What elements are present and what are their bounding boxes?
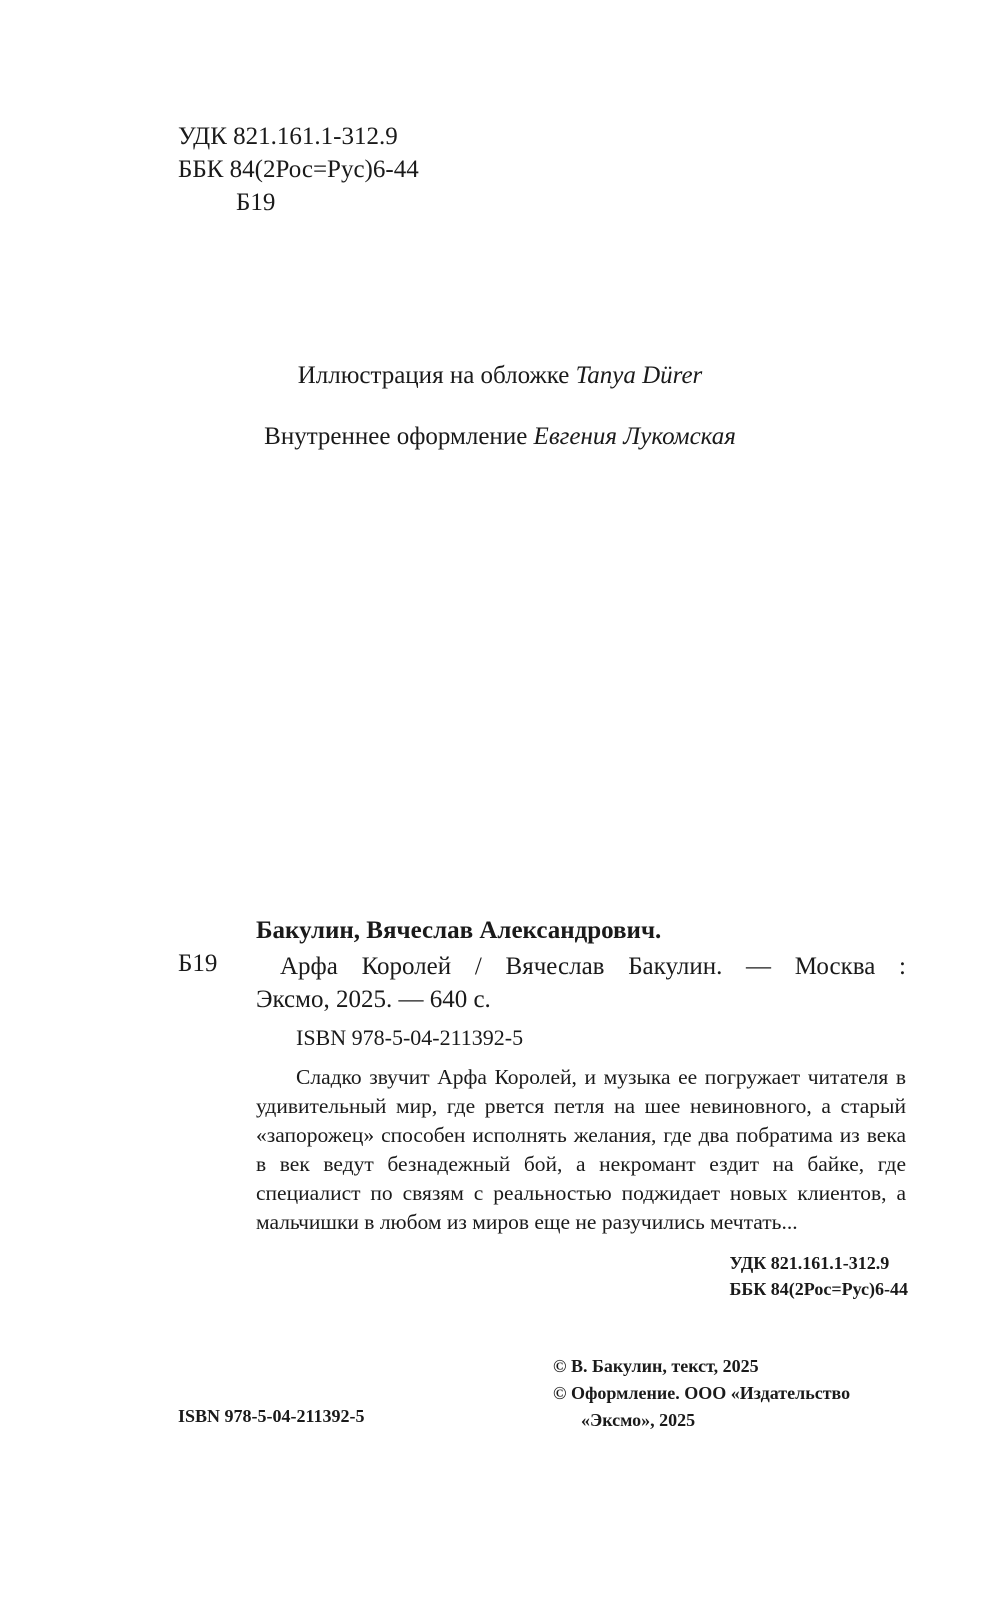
catalog-bbk: ББК 84(2Рос=Рус)6-44 — [729, 1279, 908, 1299]
catalog-udk: УДК 821.161.1-312.9 — [729, 1253, 890, 1273]
catalog-author-sign: Б19 — [178, 950, 218, 977]
annotation — [256, 1063, 906, 1237]
bbk-code: ББК 84(2Рос=Рус)6-44 — [178, 156, 419, 183]
cover-credit — [0, 362, 1000, 390]
classification-block — [178, 120, 419, 219]
catalog-isbn: ISBN 978-5-04-211392-5 — [296, 1025, 524, 1050]
footer-isbn: ISBN 978-5-04-211392-5 — [178, 1406, 365, 1426]
bibliographic-description — [256, 950, 906, 1016]
copyright-design-cont: «Эксмо», 2025 — [581, 1410, 696, 1430]
author-sign: Б19 — [236, 189, 276, 216]
cover-credit-label: Иллюстрация на обложке — [297, 362, 570, 389]
udk-code: УДК 821.161.1-312.9 — [178, 123, 398, 150]
copyright-design: © Оформление. ООО «Издательство — [553, 1383, 851, 1403]
publisher-line: Эксмо, 2025. — 640 с. — [256, 986, 491, 1013]
design-credit-name: Евгения Лукомская — [533, 423, 736, 450]
copyright-block — [553, 1353, 913, 1434]
catalog-author: Бакулин, Вячеслав Александрович. — [256, 917, 662, 944]
copyright-text: © В. Бакулин, текст, 2025 — [553, 1356, 759, 1376]
catalog-codes — [729, 1250, 908, 1302]
design-credit-label: Внутреннее оформление — [264, 423, 528, 450]
cover-credit-name: Tanya Dürer — [575, 362, 703, 389]
annotation-text: Сладко звучит Арфа Королей, и музыка ее погружает читателя в удивительный мир, где рвется петля на шее невиновного, а старый «запорожец» способен исполнять желания, где два побратима из века в век ведут безнадежный бой, а некромант ездит на байке, где специалист по связям с реальностью поджидает новых клиентов, а мальчишки в любом из миров еще не разучились мечтать... — [256, 1065, 906, 1234]
design-credit — [0, 423, 1000, 451]
title-line: Арфа Королей / Вячеслав Бакулин. — Москва : — [280, 953, 906, 980]
